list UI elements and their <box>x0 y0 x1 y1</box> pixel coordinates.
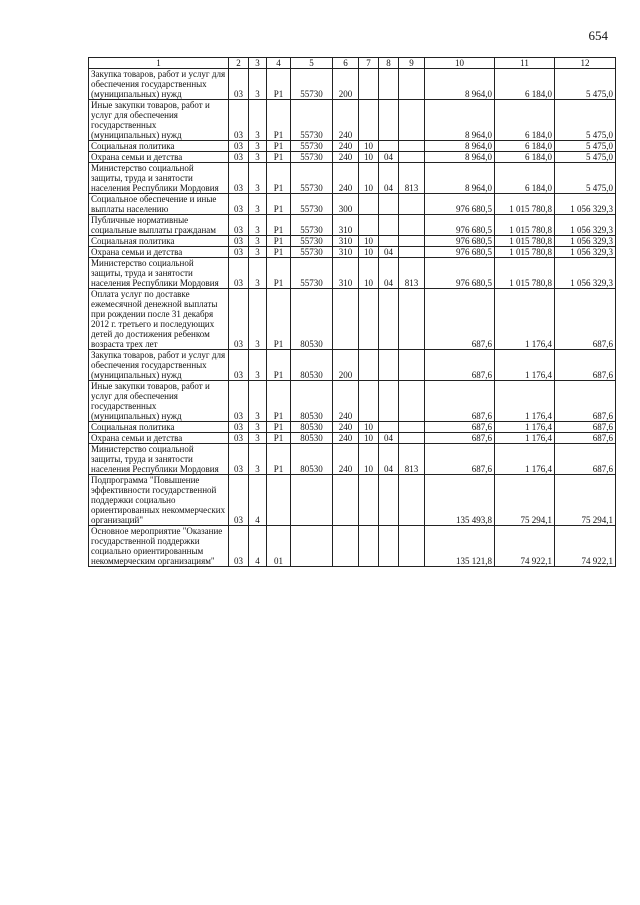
row-name-cell: Оплата услуг по доставке ежемесячной денежной выплаты при рождении после 31 декабря 2012 г. третьего и последующих детей до достижения ребенком возраста трех лет <box>89 289 229 350</box>
table-row <box>89 258 616 289</box>
section-code-cell: 03 <box>229 152 249 163</box>
subsection-code-cell: 3 <box>249 381 267 422</box>
header-cell: 10 <box>425 58 495 69</box>
row-name-cell: Охрана семьи и детства <box>89 433 229 444</box>
department-code-cell: 10 <box>359 444 379 475</box>
subsection-code-cell: 4 <box>249 526 267 567</box>
budget-table <box>88 57 616 567</box>
expense-type-cell: 240 <box>333 444 359 475</box>
amount-year-2-cell: 75 294,1 <box>495 475 555 526</box>
department-code-cell <box>359 215 379 236</box>
amount-year-1-cell: 135 121,8 <box>425 526 495 567</box>
subdepartment-code-cell <box>379 236 399 247</box>
department-code-cell: 10 <box>359 247 379 258</box>
expense-type-cell: 240 <box>333 100 359 141</box>
subsection-code-cell: 3 <box>249 350 267 381</box>
amount-year-1-cell: 687,6 <box>425 422 495 433</box>
department-code-cell: 10 <box>359 422 379 433</box>
subsection-code-cell: 3 <box>249 289 267 350</box>
ministry-code-cell <box>399 141 425 152</box>
expense-type-cell: 310 <box>333 258 359 289</box>
expense-code-cell: 55730 <box>291 152 333 163</box>
expense-code-cell: 55730 <box>291 215 333 236</box>
amount-year-1-cell: 8 964,0 <box>425 163 495 194</box>
program-code-cell <box>267 475 291 526</box>
amount-year-3-cell: 1 056 329,3 <box>555 215 616 236</box>
header-cell: 11 <box>495 58 555 69</box>
amount-year-1-cell: 135 493,8 <box>425 475 495 526</box>
ministry-code-cell <box>399 289 425 350</box>
row-name-cell: Охрана семьи и детства <box>89 247 229 258</box>
table-row <box>89 289 616 350</box>
header-cell: 6 <box>333 58 359 69</box>
ministry-code-cell <box>399 526 425 567</box>
subsection-code-cell: 3 <box>249 100 267 141</box>
ministry-code-cell <box>399 215 425 236</box>
expense-type-cell: 300 <box>333 194 359 215</box>
section-code-cell: 03 <box>229 526 249 567</box>
subdepartment-code-cell: 04 <box>379 433 399 444</box>
subdepartment-code-cell <box>379 381 399 422</box>
expense-type-cell <box>333 526 359 567</box>
subdepartment-code-cell <box>379 475 399 526</box>
section-code-cell: 03 <box>229 444 249 475</box>
amount-year-1-cell: 8 964,0 <box>425 69 495 100</box>
subdepartment-code-cell <box>379 526 399 567</box>
expense-type-cell: 240 <box>333 163 359 194</box>
table-row <box>89 433 616 444</box>
section-code-cell: 03 <box>229 100 249 141</box>
expense-code-cell: 55730 <box>291 100 333 141</box>
table-row <box>89 69 616 100</box>
expense-code-cell: 80530 <box>291 444 333 475</box>
expense-type-cell: 310 <box>333 215 359 236</box>
expense-type-cell <box>333 289 359 350</box>
expense-code-cell: 55730 <box>291 194 333 215</box>
ministry-code-cell <box>399 422 425 433</box>
amount-year-3-cell: 1 056 329,3 <box>555 236 616 247</box>
row-name-cell: Министерство социальной защиты, труда и занятости населения Республики Мордовия <box>89 163 229 194</box>
subsection-code-cell: 3 <box>249 236 267 247</box>
amount-year-3-cell: 75 294,1 <box>555 475 616 526</box>
department-code-cell: 10 <box>359 433 379 444</box>
table-row <box>89 152 616 163</box>
amount-year-3-cell: 5 475,0 <box>555 152 616 163</box>
expense-type-cell: 200 <box>333 69 359 100</box>
program-code-cell: P1 <box>267 100 291 141</box>
amount-year-2-cell: 1 176,4 <box>495 444 555 475</box>
amount-year-1-cell: 976 680,5 <box>425 215 495 236</box>
subdepartment-code-cell: 04 <box>379 258 399 289</box>
amount-year-1-cell: 8 964,0 <box>425 141 495 152</box>
table-row <box>89 475 616 526</box>
header-cell: 12 <box>555 58 616 69</box>
program-code-cell: P1 <box>267 194 291 215</box>
table-row <box>89 236 616 247</box>
program-code-cell: P1 <box>267 350 291 381</box>
header-cell: 3 <box>249 58 267 69</box>
subsection-code-cell: 4 <box>249 475 267 526</box>
amount-year-3-cell: 74 922,1 <box>555 526 616 567</box>
amount-year-1-cell: 8 964,0 <box>425 100 495 141</box>
subdepartment-code-cell <box>379 69 399 100</box>
table-row <box>89 422 616 433</box>
page-number: 654 <box>588 28 608 43</box>
section-code-cell: 03 <box>229 141 249 152</box>
expense-code-cell: 55730 <box>291 247 333 258</box>
amount-year-3-cell: 5 475,0 <box>555 163 616 194</box>
section-code-cell: 03 <box>229 381 249 422</box>
subsection-code-cell: 3 <box>249 141 267 152</box>
amount-year-3-cell: 5 475,0 <box>555 100 616 141</box>
amount-year-1-cell: 976 680,5 <box>425 258 495 289</box>
amount-year-1-cell: 8 964,0 <box>425 152 495 163</box>
amount-year-3-cell: 687,6 <box>555 433 616 444</box>
table-row <box>89 194 616 215</box>
amount-year-3-cell: 687,6 <box>555 350 616 381</box>
amount-year-3-cell: 1 056 329,3 <box>555 247 616 258</box>
program-code-cell: P1 <box>267 69 291 100</box>
header-cell: 1 <box>89 58 229 69</box>
header-cell: 4 <box>267 58 291 69</box>
ministry-code-cell <box>399 194 425 215</box>
expense-type-cell: 240 <box>333 141 359 152</box>
table-row <box>89 526 616 567</box>
program-code-cell: P1 <box>267 236 291 247</box>
expense-type-cell: 200 <box>333 350 359 381</box>
subsection-code-cell: 3 <box>249 247 267 258</box>
amount-year-1-cell: 976 680,5 <box>425 247 495 258</box>
expense-code-cell: 80530 <box>291 422 333 433</box>
amount-year-2-cell: 74 922,1 <box>495 526 555 567</box>
amount-year-1-cell: 687,6 <box>425 289 495 350</box>
row-name-cell: Закупка товаров, работ и услуг для обеспечения государственных (муниципальных) нужд <box>89 69 229 100</box>
program-code-cell: P1 <box>267 433 291 444</box>
amount-year-2-cell: 1 176,4 <box>495 422 555 433</box>
department-code-cell: 10 <box>359 152 379 163</box>
expense-type-cell <box>333 475 359 526</box>
amount-year-3-cell: 1 056 329,3 <box>555 194 616 215</box>
program-code-cell: P1 <box>267 258 291 289</box>
subsection-code-cell: 3 <box>249 422 267 433</box>
amount-year-2-cell: 1 176,4 <box>495 350 555 381</box>
ministry-code-cell <box>399 350 425 381</box>
amount-year-2-cell: 6 184,0 <box>495 100 555 141</box>
amount-year-3-cell: 5 475,0 <box>555 69 616 100</box>
row-name-cell: Социальная политика <box>89 422 229 433</box>
row-name-cell: Публичные нормативные социальные выплаты гражданам <box>89 215 229 236</box>
ministry-code-cell <box>399 433 425 444</box>
amount-year-2-cell: 1 015 780,8 <box>495 194 555 215</box>
ministry-code-cell: 813 <box>399 444 425 475</box>
ministry-code-cell <box>399 381 425 422</box>
row-name-cell: Основное мероприятие "Оказание государственной поддержки социально ориентированным некоммерческим организациям" <box>89 526 229 567</box>
subsection-code-cell: 3 <box>249 215 267 236</box>
section-code-cell: 03 <box>229 422 249 433</box>
department-code-cell <box>359 289 379 350</box>
program-code-cell: P1 <box>267 381 291 422</box>
section-code-cell: 03 <box>229 258 249 289</box>
table-row <box>89 444 616 475</box>
section-code-cell: 03 <box>229 289 249 350</box>
header-cell: 9 <box>399 58 425 69</box>
table-row <box>89 141 616 152</box>
expense-code-cell: 80530 <box>291 433 333 444</box>
expense-code-cell <box>291 475 333 526</box>
expense-type-cell: 310 <box>333 247 359 258</box>
program-code-cell: P1 <box>267 163 291 194</box>
amount-year-1-cell: 687,6 <box>425 350 495 381</box>
row-name-cell: Социальное обеспечение и иные выплаты населению <box>89 194 229 215</box>
expense-type-cell: 240 <box>333 433 359 444</box>
amount-year-2-cell: 6 184,0 <box>495 141 555 152</box>
department-code-cell: 10 <box>359 258 379 289</box>
amount-year-1-cell: 976 680,5 <box>425 236 495 247</box>
ministry-code-cell <box>399 236 425 247</box>
section-code-cell: 03 <box>229 163 249 194</box>
expense-code-cell: 55730 <box>291 69 333 100</box>
expense-code-cell: 55730 <box>291 258 333 289</box>
expense-type-cell: 240 <box>333 381 359 422</box>
ministry-code-cell <box>399 69 425 100</box>
subdepartment-code-cell <box>379 289 399 350</box>
row-name-cell: Иные закупки товаров, работ и услуг для обеспечения государственных (муниципальных) нужд <box>89 100 229 141</box>
table-body <box>89 69 616 567</box>
subdepartment-code-cell <box>379 141 399 152</box>
section-code-cell: 03 <box>229 236 249 247</box>
amount-year-3-cell: 687,6 <box>555 444 616 475</box>
expense-code-cell: 80530 <box>291 350 333 381</box>
row-name-cell: Закупка товаров, работ и услуг для обеспечения государственных (муниципальных) нужд <box>89 350 229 381</box>
department-code-cell <box>359 350 379 381</box>
program-code-cell: P1 <box>267 289 291 350</box>
program-code-cell: P1 <box>267 215 291 236</box>
program-code-cell: 01 <box>267 526 291 567</box>
expense-type-cell: 240 <box>333 152 359 163</box>
amount-year-2-cell: 6 184,0 <box>495 152 555 163</box>
row-name-cell: Иные закупки товаров, работ и услуг для обеспечения государственных (муниципальных) нужд <box>89 381 229 422</box>
amount-year-2-cell: 1 176,4 <box>495 381 555 422</box>
row-name-cell: Социальная политика <box>89 141 229 152</box>
subdepartment-code-cell: 04 <box>379 152 399 163</box>
amount-year-3-cell: 1 056 329,3 <box>555 258 616 289</box>
header-cell: 8 <box>379 58 399 69</box>
amount-year-3-cell: 687,6 <box>555 381 616 422</box>
program-code-cell: P1 <box>267 422 291 433</box>
amount-year-3-cell: 687,6 <box>555 422 616 433</box>
amount-year-1-cell: 976 680,5 <box>425 194 495 215</box>
subdepartment-code-cell <box>379 350 399 381</box>
ministry-code-cell: 813 <box>399 258 425 289</box>
ministry-code-cell <box>399 475 425 526</box>
table-row <box>89 350 616 381</box>
header-cell: 2 <box>229 58 249 69</box>
section-code-cell: 03 <box>229 433 249 444</box>
expense-code-cell: 55730 <box>291 236 333 247</box>
amount-year-2-cell: 1 176,4 <box>495 289 555 350</box>
department-code-cell <box>359 69 379 100</box>
expense-type-cell: 240 <box>333 422 359 433</box>
program-code-cell: P1 <box>267 141 291 152</box>
department-code-cell: 10 <box>359 236 379 247</box>
table-row <box>89 215 616 236</box>
ministry-code-cell <box>399 100 425 141</box>
table-row <box>89 100 616 141</box>
table-row <box>89 163 616 194</box>
department-code-cell: 10 <box>359 163 379 194</box>
expense-code-cell: 55730 <box>291 141 333 152</box>
department-code-cell <box>359 526 379 567</box>
section-code-cell: 03 <box>229 194 249 215</box>
subdepartment-code-cell <box>379 215 399 236</box>
amount-year-2-cell: 1 176,4 <box>495 433 555 444</box>
amount-year-2-cell: 1 015 780,8 <box>495 258 555 289</box>
subsection-code-cell: 3 <box>249 258 267 289</box>
row-name-cell: Социальная политика <box>89 236 229 247</box>
department-code-cell <box>359 381 379 422</box>
amount-year-2-cell: 1 015 780,8 <box>495 215 555 236</box>
ministry-code-cell: 813 <box>399 163 425 194</box>
amount-year-2-cell: 1 015 780,8 <box>495 236 555 247</box>
section-code-cell: 03 <box>229 247 249 258</box>
subdepartment-code-cell: 04 <box>379 163 399 194</box>
program-code-cell: P1 <box>267 247 291 258</box>
amount-year-3-cell: 687,6 <box>555 289 616 350</box>
amount-year-1-cell: 687,6 <box>425 433 495 444</box>
section-code-cell: 03 <box>229 69 249 100</box>
department-code-cell: 10 <box>359 141 379 152</box>
program-code-cell: P1 <box>267 152 291 163</box>
subdepartment-code-cell: 04 <box>379 444 399 475</box>
subsection-code-cell: 3 <box>249 152 267 163</box>
ministry-code-cell <box>399 247 425 258</box>
subsection-code-cell: 3 <box>249 444 267 475</box>
subsection-code-cell: 3 <box>249 194 267 215</box>
table-header-row <box>89 58 616 69</box>
subsection-code-cell: 3 <box>249 69 267 100</box>
header-cell: 7 <box>359 58 379 69</box>
amount-year-1-cell: 687,6 <box>425 381 495 422</box>
subsection-code-cell: 3 <box>249 163 267 194</box>
table-row <box>89 247 616 258</box>
section-code-cell: 03 <box>229 215 249 236</box>
ministry-code-cell <box>399 152 425 163</box>
expense-code-cell: 80530 <box>291 381 333 422</box>
amount-year-2-cell: 6 184,0 <box>495 163 555 194</box>
subdepartment-code-cell <box>379 100 399 141</box>
amount-year-2-cell: 1 015 780,8 <box>495 247 555 258</box>
amount-year-2-cell: 6 184,0 <box>495 69 555 100</box>
subsection-code-cell: 3 <box>249 433 267 444</box>
expense-code-cell: 80530 <box>291 289 333 350</box>
table-row <box>89 381 616 422</box>
expense-code-cell <box>291 526 333 567</box>
subdepartment-code-cell: 04 <box>379 247 399 258</box>
program-code-cell: P1 <box>267 444 291 475</box>
amount-year-1-cell: 687,6 <box>425 444 495 475</box>
subdepartment-code-cell <box>379 422 399 433</box>
expense-type-cell: 310 <box>333 236 359 247</box>
subdepartment-code-cell <box>379 194 399 215</box>
amount-year-3-cell: 5 475,0 <box>555 141 616 152</box>
section-code-cell: 03 <box>229 350 249 381</box>
department-code-cell <box>359 194 379 215</box>
section-code-cell: 03 <box>229 475 249 526</box>
row-name-cell: Министерство социальной защиты, труда и занятости населения Республики Мордовия <box>89 258 229 289</box>
row-name-cell: Подпрограмма "Повышение эффективности государственной поддержки социально ориентированных некоммерческих организаций" <box>89 475 229 526</box>
row-name-cell: Министерство социальной защиты, труда и занятости населения Республики Мордовия <box>89 444 229 475</box>
header-cell: 5 <box>291 58 333 69</box>
department-code-cell <box>359 100 379 141</box>
department-code-cell <box>359 475 379 526</box>
expense-code-cell: 55730 <box>291 163 333 194</box>
row-name-cell: Охрана семьи и детства <box>89 152 229 163</box>
